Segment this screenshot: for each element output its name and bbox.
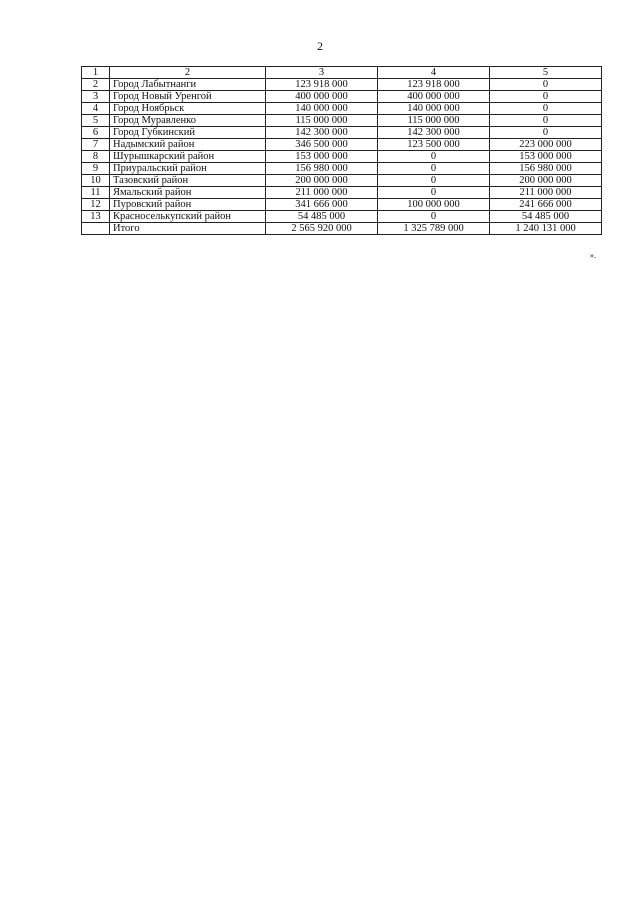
municipality-name-cell: Город Ноябрьск	[110, 103, 266, 115]
municipality-name-cell: Итого	[110, 223, 266, 235]
amount-col4-cell: 115 000 000	[378, 115, 490, 127]
row-number-cell: 11	[82, 187, 110, 199]
amount-total-cell: 115 000 000	[266, 115, 378, 127]
table-body	[82, 67, 602, 235]
row-number-cell: 2	[82, 79, 110, 91]
amount-total-cell: 341 666 000	[266, 199, 378, 211]
row-number-cell: 6	[82, 127, 110, 139]
municipality-name-cell: 2	[110, 67, 266, 79]
amount-col5-cell: 0	[490, 79, 602, 91]
amount-col4-cell: 0	[378, 151, 490, 163]
municipality-name-cell: Ямальский район	[110, 187, 266, 199]
amount-col4-cell: 400 000 000	[378, 91, 490, 103]
amount-total-cell: 2 565 920 000	[266, 223, 378, 235]
table-row	[82, 175, 602, 187]
row-number-cell: 4	[82, 103, 110, 115]
amount-col4-cell: 140 000 000	[378, 103, 490, 115]
amount-col4-cell: 0	[378, 163, 490, 175]
row-number-cell: 10	[82, 175, 110, 187]
amount-total-cell: 3	[266, 67, 378, 79]
municipality-name-cell: Приуральский район	[110, 163, 266, 175]
amount-col4-cell: 0	[378, 175, 490, 187]
table-row	[82, 211, 602, 223]
amount-col5-cell: 0	[490, 91, 602, 103]
table-row	[82, 199, 602, 211]
table-row	[82, 91, 602, 103]
municipality-name-cell: Надымский район	[110, 139, 266, 151]
municipality-name-cell: Город Новый Уренгой	[110, 91, 266, 103]
row-number-cell: 12	[82, 199, 110, 211]
amount-total-cell: 123 918 000	[266, 79, 378, 91]
amount-col5-cell: 0	[490, 115, 602, 127]
municipality-name-cell: Пуровский район	[110, 199, 266, 211]
table-row	[82, 187, 602, 199]
row-number-cell: 13	[82, 211, 110, 223]
amount-total-cell: 153 000 000	[266, 151, 378, 163]
amount-col4-cell: 4	[378, 67, 490, 79]
amount-total-cell: 400 000 000	[266, 91, 378, 103]
amount-total-cell: 140 000 000	[266, 103, 378, 115]
municipality-name-cell: Город Муравленко	[110, 115, 266, 127]
amount-total-cell: 211 000 000	[266, 187, 378, 199]
amount-col5-cell: 200 000 000	[490, 175, 602, 187]
row-number-cell: 8	[82, 151, 110, 163]
amount-col5-cell: 5	[490, 67, 602, 79]
amount-col5-cell: 241 666 000	[490, 199, 602, 211]
municipality-name-cell: Город Губкинский	[110, 127, 266, 139]
data-table	[81, 66, 602, 235]
amount-col5-cell: 1 240 131 000	[490, 223, 602, 235]
table-row	[82, 103, 602, 115]
row-number-cell: 7	[82, 139, 110, 151]
amount-col4-cell: 0	[378, 187, 490, 199]
amount-col4-cell: 1 325 789 000	[378, 223, 490, 235]
row-number-cell: 9	[82, 163, 110, 175]
amount-total-cell: 200 000 000	[266, 175, 378, 187]
amount-col4-cell: 142 300 000	[378, 127, 490, 139]
amount-col4-cell: 0	[378, 211, 490, 223]
table-row	[82, 79, 602, 91]
municipality-name-cell: Красноселькупский район	[110, 211, 266, 223]
amount-total-cell: 54 485 000	[266, 211, 378, 223]
row-number-cell	[82, 223, 110, 235]
amount-col5-cell: 0	[490, 103, 602, 115]
amount-total-cell: 156 980 000	[266, 163, 378, 175]
page-number: 2	[317, 39, 323, 53]
municipality-name-cell: Шурышкарский район	[110, 151, 266, 163]
row-number-cell: 3	[82, 91, 110, 103]
table-row	[82, 115, 602, 127]
amount-col5-cell: 54 485 000	[490, 211, 602, 223]
municipality-name-cell: Город Лабытнанги	[110, 79, 266, 91]
amount-col4-cell: 123 918 000	[378, 79, 490, 91]
amount-col5-cell: 156 980 000	[490, 163, 602, 175]
amount-col5-cell: 153 000 000	[490, 151, 602, 163]
table-row	[82, 127, 602, 139]
amount-col4-cell: 123 500 000	[378, 139, 490, 151]
amount-total-cell: 346 500 000	[266, 139, 378, 151]
closing-quote-mark: ».	[590, 251, 596, 260]
table-row	[82, 139, 602, 151]
table-row	[82, 163, 602, 175]
amount-col5-cell: 0	[490, 127, 602, 139]
row-number-cell: 1	[82, 67, 110, 79]
table-total-row	[82, 223, 602, 235]
amount-col4-cell: 100 000 000	[378, 199, 490, 211]
amount-total-cell: 142 300 000	[266, 127, 378, 139]
amount-col5-cell: 211 000 000	[490, 187, 602, 199]
table-header-row	[82, 67, 602, 79]
amount-col5-cell: 223 000 000	[490, 139, 602, 151]
table-row	[82, 151, 602, 163]
row-number-cell: 5	[82, 115, 110, 127]
municipality-name-cell: Тазовский район	[110, 175, 266, 187]
